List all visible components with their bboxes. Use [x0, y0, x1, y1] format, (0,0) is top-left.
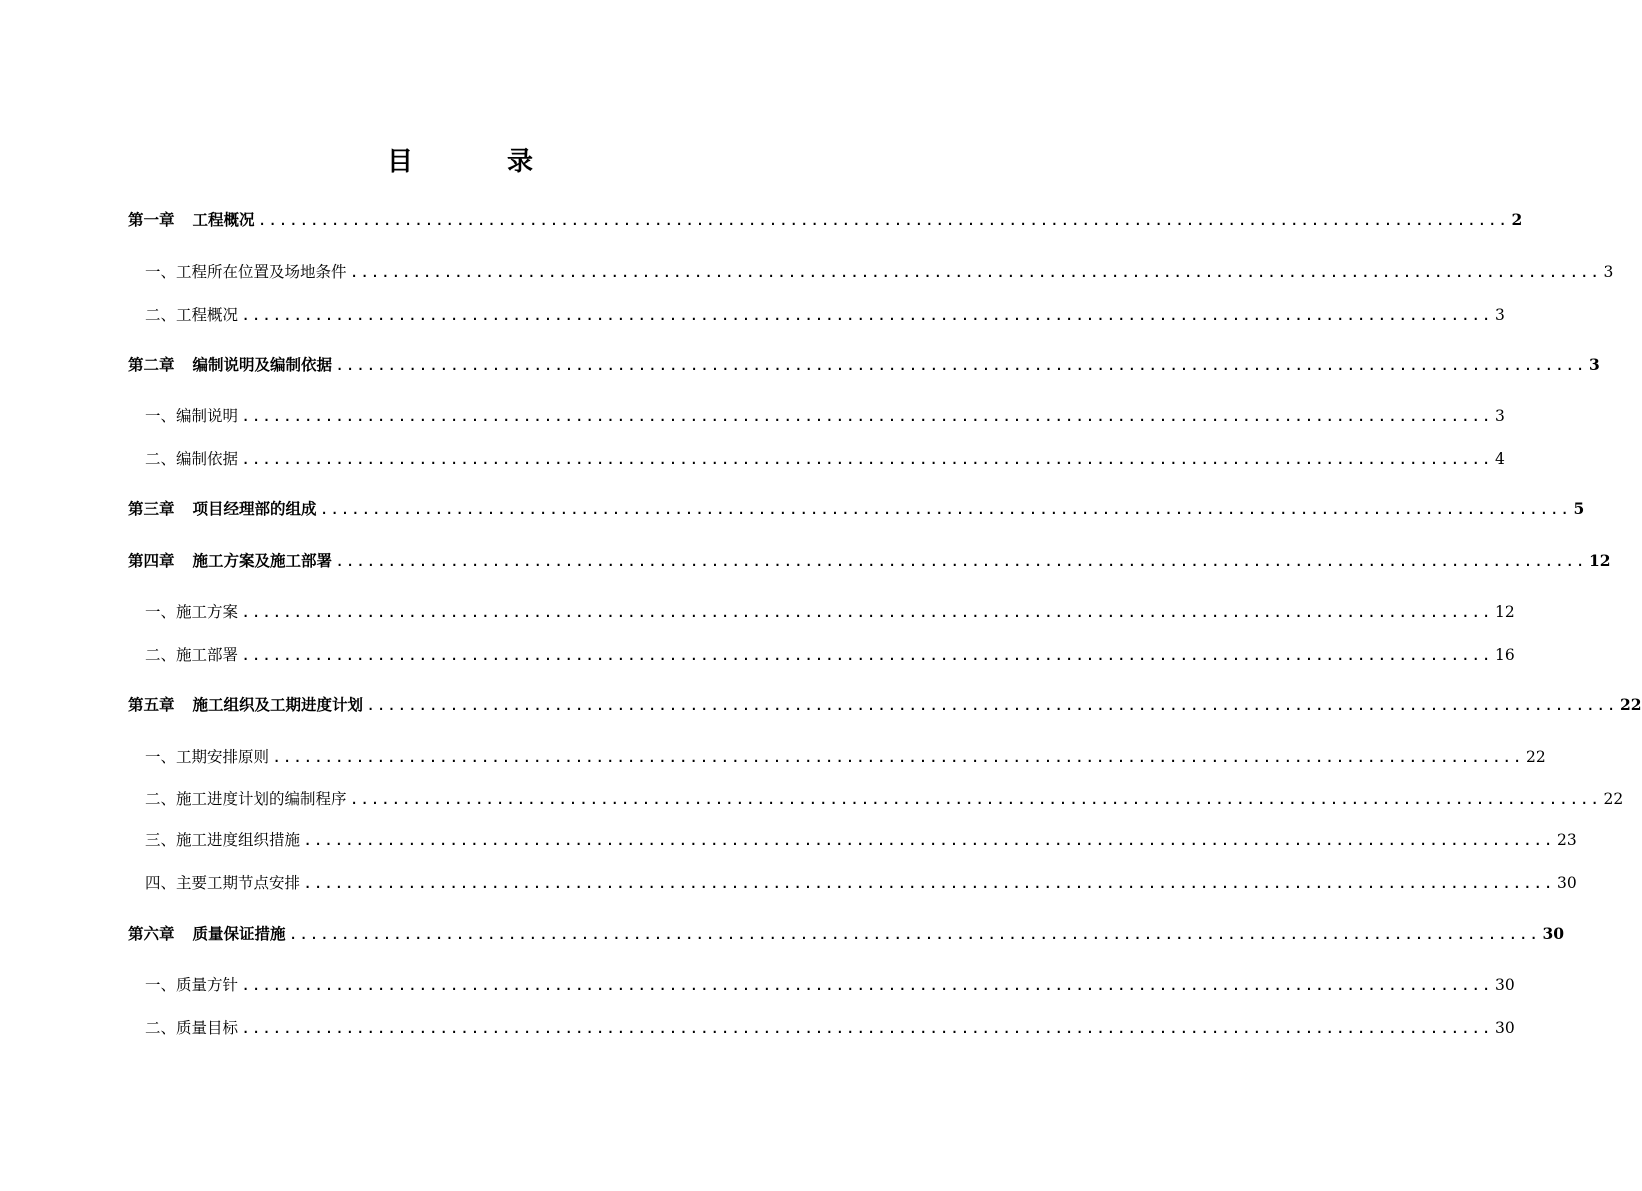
- toc-dot-leader: ........................................................................................................................: [350, 266, 1602, 280]
- toc-entry-label: 项目经理部的组成: [192, 499, 317, 518]
- toc-chapter-number: 第二章: [128, 355, 175, 374]
- toc-entry-label: 一、施工方案: [145, 603, 239, 621]
- toc-dot-leader: ........................................................................................................................: [273, 751, 1524, 765]
- toc-chapter-number: 第四章: [128, 551, 175, 570]
- toc-entry-title: [145, 260, 347, 284]
- toc-entry-title: [128, 693, 363, 717]
- toc-entry-label: 二、施工进度计划的编制程序: [145, 790, 347, 808]
- toc-section-entry: [145, 643, 1515, 667]
- toc-dot-leader: ........................................................................................................................: [304, 834, 1555, 848]
- toc-page-number: 12: [1494, 603, 1515, 621]
- toc-entry-label: 一、编制说明: [145, 407, 239, 425]
- toc-entry-label: 编制说明及编制依据: [192, 355, 333, 374]
- toc-chapter-entry: [128, 497, 1585, 521]
- toc-entry-label: 一、工程所在位置及场地条件: [145, 263, 347, 281]
- toc-page-number: 30: [1494, 1019, 1515, 1037]
- toc-section-entry: [145, 871, 1577, 895]
- toc-entry-label: 施工方案及施工部署: [192, 551, 333, 570]
- toc-entry-title: [128, 922, 286, 946]
- toc-entry-title: [145, 643, 238, 667]
- toc-page-number: 3: [1588, 355, 1600, 374]
- toc-entry-label: 二、编制依据: [145, 450, 239, 468]
- toc-entry-title: [145, 447, 238, 471]
- toc-dot-leader: ........................................................................................................................: [242, 606, 1493, 620]
- toc-dot-leader: ........................................................................................................................: [336, 555, 1587, 569]
- toc-page-number: 30: [1494, 976, 1515, 994]
- toc-entry-label: 质量保证措施: [192, 924, 286, 943]
- toc-chapter-number: 第三章: [128, 499, 175, 518]
- toc-section-entry: [145, 973, 1515, 997]
- page-title: 目 录: [386, 147, 567, 177]
- toc-dot-leader: ........................................................................................................................: [242, 309, 1493, 323]
- toc-entry-title: [128, 497, 317, 521]
- toc-dot-leader: ........................................................................................................................: [242, 1022, 1493, 1036]
- toc-page-number: 3: [1494, 407, 1505, 425]
- toc-entry-title: [145, 828, 300, 852]
- toc-section-entry: [145, 745, 1546, 769]
- toc-dot-leader: ........................................................................................................................: [242, 979, 1493, 993]
- toc-page-number: 3: [1603, 263, 1614, 281]
- toc-entry-label: 四、主要工期节点安排: [145, 874, 301, 892]
- toc-chapter-number: 第六章: [128, 924, 175, 943]
- toc-entry-label: 一、质量方针: [145, 976, 239, 994]
- toc-entry-label: 一、工期安排原则: [145, 748, 270, 766]
- toc-page-number: 5: [1573, 499, 1585, 518]
- toc-dot-leader: ........................................................................................................................: [336, 359, 1587, 373]
- toc-dot-leader: ........................................................................................................................: [350, 793, 1602, 807]
- toc-dot-leader: ........................................................................................................................: [367, 699, 1618, 713]
- toc-dot-leader: ........................................................................................................................: [320, 503, 1572, 517]
- toc-dot-leader: ........................................................................................................................: [258, 214, 1510, 228]
- toc-page-number: 16: [1494, 646, 1515, 664]
- toc-entry-title: [145, 871, 300, 895]
- toc-page-number: 30: [1542, 924, 1565, 943]
- toc-entry-label: 三、施工进度组织措施: [145, 831, 301, 849]
- toc-entry-title: [145, 787, 347, 811]
- toc-section-entry: [145, 1016, 1515, 1040]
- toc-page-number: 2: [1511, 210, 1523, 229]
- toc-entry-title: [145, 600, 238, 624]
- toc-entry-title: [145, 303, 238, 327]
- toc-entry-title: [145, 973, 238, 997]
- toc-chapter-entry: [128, 922, 1565, 946]
- toc-section-entry: [145, 600, 1515, 624]
- toc-section-entry: [145, 447, 1505, 471]
- toc-dot-leader: ........................................................................................................................: [304, 877, 1555, 891]
- toc-dot-leader: ........................................................................................................................: [242, 453, 1493, 467]
- toc-page-number: 3: [1494, 306, 1505, 324]
- toc-dot-leader: ........................................................................................................................: [242, 649, 1493, 663]
- toc-entry-label: 工程概况: [192, 210, 255, 229]
- toc-page-number: 22: [1619, 695, 1642, 714]
- toc-entry-label: 二、施工部署: [145, 646, 239, 664]
- toc-page-number: 22: [1603, 790, 1624, 808]
- toc-section-entry: [145, 828, 1577, 852]
- toc-entry-title: [128, 208, 255, 232]
- toc-chapter-number: 第一章: [128, 210, 175, 229]
- toc-page-number: 23: [1556, 831, 1577, 849]
- toc-chapter-number: 第五章: [128, 695, 175, 714]
- toc-section-entry: [145, 404, 1505, 428]
- toc-dot-leader: ........................................................................................................................: [242, 410, 1493, 424]
- toc-chapter-entry: [128, 693, 1642, 717]
- toc-chapter-entry: [128, 208, 1523, 232]
- toc-entry-title: [128, 549, 332, 573]
- toc-entry-label: 二、工程概况: [145, 306, 239, 324]
- toc-page-number: 30: [1556, 874, 1577, 892]
- toc-section-entry: [145, 787, 1624, 811]
- toc-entry-title: [128, 353, 332, 377]
- toc-entry-title: [145, 745, 269, 769]
- toc-entry-label: 二、质量目标: [145, 1019, 239, 1037]
- toc-page-number: 4: [1494, 450, 1505, 468]
- toc-entry-label: 施工组织及工期进度计划: [192, 695, 364, 714]
- toc-dot-leader: ........................................................................................................................: [289, 928, 1541, 942]
- toc-entry-title: [145, 404, 238, 428]
- toc-page-number: 12: [1588, 551, 1611, 570]
- toc-chapter-entry: [128, 353, 1600, 377]
- toc-section-entry: [145, 260, 1614, 284]
- toc-section-entry: [145, 303, 1505, 327]
- toc-entry-title: [145, 1016, 238, 1040]
- toc-chapter-entry: [128, 549, 1611, 573]
- toc-page-number: 22: [1525, 748, 1546, 766]
